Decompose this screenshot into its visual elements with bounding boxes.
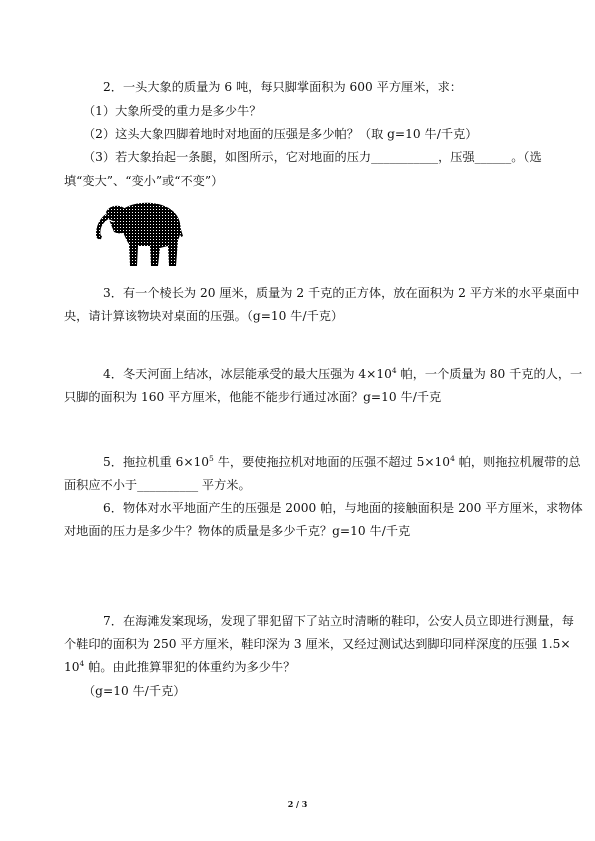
q2-sub1: （1）大象所受的重力是多少牛？ [83,104,262,118]
q6-line1: 6．物体对水平地面产生的压强是 2000 帕，与地面的接触面积是 200 平方厘米，求物体 [103,501,583,515]
q7-line4: （g=10 牛/千克） [83,684,186,698]
q7-line2: 个鞋印的面积为 250 平方厘米，鞋印深为 3 厘米，又经过测试达到脚印同样深度的压强 1.5× [64,637,571,651]
q6-line2: 对地面的压力是多少牛？物体的质量是多少千克？g=10 牛/千克 [64,524,411,538]
q3-line1: 3．有一个棱长为 20 厘米，质量为 2 千克的正方体，放在面积为 2 平方米的水平桌面中 [103,286,580,300]
q4-line2: 只脚的面积为 160 平方厘米，他能不能步行通过冰面？g=10 牛/千克 [64,390,442,404]
q7-line3: $10^4$ 帕。由此推算罪犯的体重约为多少牛？ [64,659,296,674]
q5-line2: 面积应不小于__________ 平方米。 [64,478,251,492]
q7-line1: 7．在海滩发案现场，发现了罪犯留下了站立时清晰的鞋印，公安人员立即进行测量，每 [103,614,574,628]
q3-line2: 央，请计算该物块对桌面的压强。（g=10 牛/千克） [64,309,344,323]
q2-stem: 2．一头大象的质量为 6 吨，每只脚掌面积为 600 平方厘米，求： [103,80,462,94]
q5-line1: 5．拖拉机重 $6\times 10^5$ 牛，要使拖拉机对地面的压强不超过 $5\times 10^4$ 帕，则拖拉机履带的总 [103,454,581,469]
page-number: 2 / 3 [287,799,308,809]
q2-sub2: （2）这头大象四脚着地时对地面的压强是多少帕？（取 g=10 牛/千克） [83,127,478,141]
q2-sub3-line1: （3）若大象抬起一条腿，如图所示，它对地面的压力___________，压强______。（选 [83,150,542,164]
q4-line1: 4．冬天河面上结冰，冰层能承受的最大压强为 $4\times 10^4$ 帕，一个质量为 80 千克的人，一 [103,366,583,381]
q2-sub3-line2: 填“变大”、“变小”或“不变”） [64,174,224,188]
elephant-figure [92,196,184,270]
